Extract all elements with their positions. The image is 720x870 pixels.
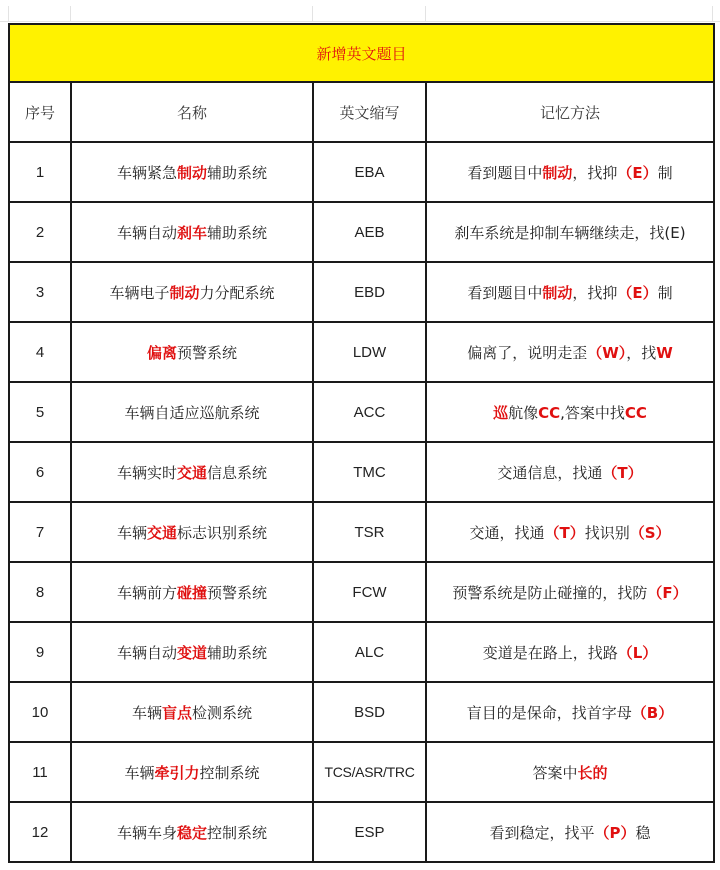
english-abbreviation: LDW [313,322,426,382]
text-segment: 车辆紧急 [116,163,177,182]
system-name [71,382,313,442]
highlight-text: 交通 [176,463,207,482]
highlight-text: 长的 [577,763,608,782]
memory-method [426,202,714,262]
table-row [9,682,714,742]
row-index: 12 [9,802,71,862]
text-segment: ，找抑 [572,283,618,302]
english-abbreviation: TMC [313,442,426,502]
table-row [9,622,714,682]
system-name [71,502,313,562]
english-abbreviation: FCW [313,562,426,622]
text-segment: 预警系统 [207,583,268,602]
row-index: 7 [9,502,71,562]
row-index: 11 [9,742,71,802]
row-index: 4 [9,322,71,382]
highlight-text: CC [538,403,561,422]
english-abbreviation: EBA [313,142,426,202]
text-segment: 车辆车身 [116,823,177,842]
highlight-text: 交通 [146,523,177,542]
highlight-text: 制动 [542,283,573,302]
system-name [71,202,313,262]
text-segment: 控制系统 [199,763,260,782]
text-segment: 交通信息，找通 [497,463,603,482]
table-title: 新增英文题目 [9,24,714,82]
table-row [9,202,714,262]
highlight-text: （B） [631,703,674,722]
system-name [71,742,313,802]
text-segment: 车辆电子 [109,283,170,302]
highlight-text: 碰撞 [176,583,207,602]
text-segment: 力分配系统 [199,283,275,302]
english-abbreviation: ESP [313,802,426,862]
table-row [9,382,714,442]
row-index: 1 [9,142,71,202]
system-name [71,442,313,502]
text-segment: 车辆 [131,703,162,722]
highlight-text: （E） [617,163,658,182]
memory-method [426,502,714,562]
english-abbreviation: BSD [313,682,426,742]
table-row [9,502,714,562]
row-index: 5 [9,382,71,442]
text-segment: 制 [657,163,673,182]
row-index: 10 [9,682,71,742]
text-segment: 标志识别系统 [177,523,268,542]
text-segment: 找识别 [584,523,630,542]
highlight-text: （W） [587,343,627,362]
system-name [71,142,313,202]
system-name [71,682,313,742]
highlight-text: （S） [629,523,671,542]
text-segment: 信息系统 [207,463,268,482]
english-abbreviation: ALC [313,622,426,682]
text-segment: 稳 [635,823,651,842]
text-segment: 偏离了，说明走歪 [467,343,588,362]
memory-method [426,142,714,202]
table-row [9,742,714,802]
row-index: 6 [9,442,71,502]
highlight-text: 稳定 [176,823,207,842]
text-segment: 车辆 [124,763,155,782]
highlight-text: 变道 [176,643,207,662]
text-segment: 辅助系统 [207,223,268,242]
highlight-text: （E） [617,283,658,302]
highlight-text: （L） [617,643,658,662]
text-segment: 交通，找通 [469,523,545,542]
text-segment: 车辆 [116,523,147,542]
table-row [9,322,714,382]
text-segment: 航像 [508,403,539,422]
text-segment: 控制系统 [207,823,268,842]
text-segment: 车辆前方 [116,583,177,602]
english-abbreviation: TSR [313,502,426,562]
table-row [9,802,714,862]
memory-method [426,562,714,622]
row-index: 3 [9,262,71,322]
highlight-text: （F） [647,583,688,602]
text-segment: ，找抑 [572,163,618,182]
memory-method [426,382,714,442]
memory-method [426,262,714,322]
memory-method [426,442,714,502]
memory-method [426,802,714,862]
text-segment: 车辆实时 [116,463,177,482]
highlight-text: 制动 [542,163,573,182]
table-row [9,562,714,622]
text-segment: 车辆自适应巡航系统 [124,403,260,422]
text-segment: ，找 [626,343,657,362]
highlight-text: 制动 [169,283,200,302]
row-index: 2 [9,202,71,262]
text-segment: 看到稳定，找平 [489,823,595,842]
text-segment: 制 [657,283,673,302]
memory-method [426,682,714,742]
highlight-text: 巡 [493,403,509,422]
table-header-row [9,82,714,142]
text-segment: 盲目的是保命，找首字母 [466,703,632,722]
text-segment: 答案中 [532,763,578,782]
header-memory-method: 记忆方法 [426,82,714,142]
english-abbreviation: ACC [313,382,426,442]
highlight-text: 盲点 [161,703,192,722]
highlight-text: （P） [594,823,636,842]
text-segment: 看到题目中 [467,283,543,302]
table-row [9,442,714,502]
system-name [71,262,313,322]
text-segment: 刹车系统是抑制车辆继续走，找(E) [454,223,686,242]
english-abbreviation: EBD [313,262,426,322]
memory-method [426,622,714,682]
highlight-text: （T） [602,463,643,482]
highlight-text: CC [624,403,647,422]
memory-method [426,742,714,802]
highlight-text: （T） [544,523,585,542]
text-segment: 辅助系统 [207,163,268,182]
text-segment: 看到题目中 [467,163,543,182]
table-row [9,142,714,202]
header-abbreviation: 英文缩写 [313,82,426,142]
text-segment: 预警系统是防止碰撞的，找防 [452,583,648,602]
spreadsheet-gridlines [0,0,720,22]
row-index: 9 [9,622,71,682]
text-segment: ,答案中找 [560,403,625,422]
english-abbreviation: TCS/ASR/TRC [313,742,426,802]
row-index: 8 [9,562,71,622]
memory-method [426,322,714,382]
text-segment: 车辆自动 [116,643,177,662]
highlight-text: 制动 [176,163,207,182]
english-terms-table [8,23,715,863]
system-name [71,322,313,382]
header-name: 名称 [71,82,313,142]
header-index: 序号 [9,82,71,142]
highlight-text: 刹车 [176,223,207,242]
highlight-text: W [656,343,673,362]
text-segment: 车辆自动 [116,223,177,242]
highlight-text: 偏离 [146,343,177,362]
highlight-text: 牵引力 [154,763,200,782]
english-abbreviation: AEB [313,202,426,262]
text-segment: 辅助系统 [207,643,268,662]
table-row [9,262,714,322]
text-segment: 检测系统 [192,703,253,722]
text-segment: 预警系统 [177,343,238,362]
text-segment: 变道是在路上，找路 [482,643,618,662]
system-name [71,802,313,862]
system-name [71,562,313,622]
system-name [71,622,313,682]
